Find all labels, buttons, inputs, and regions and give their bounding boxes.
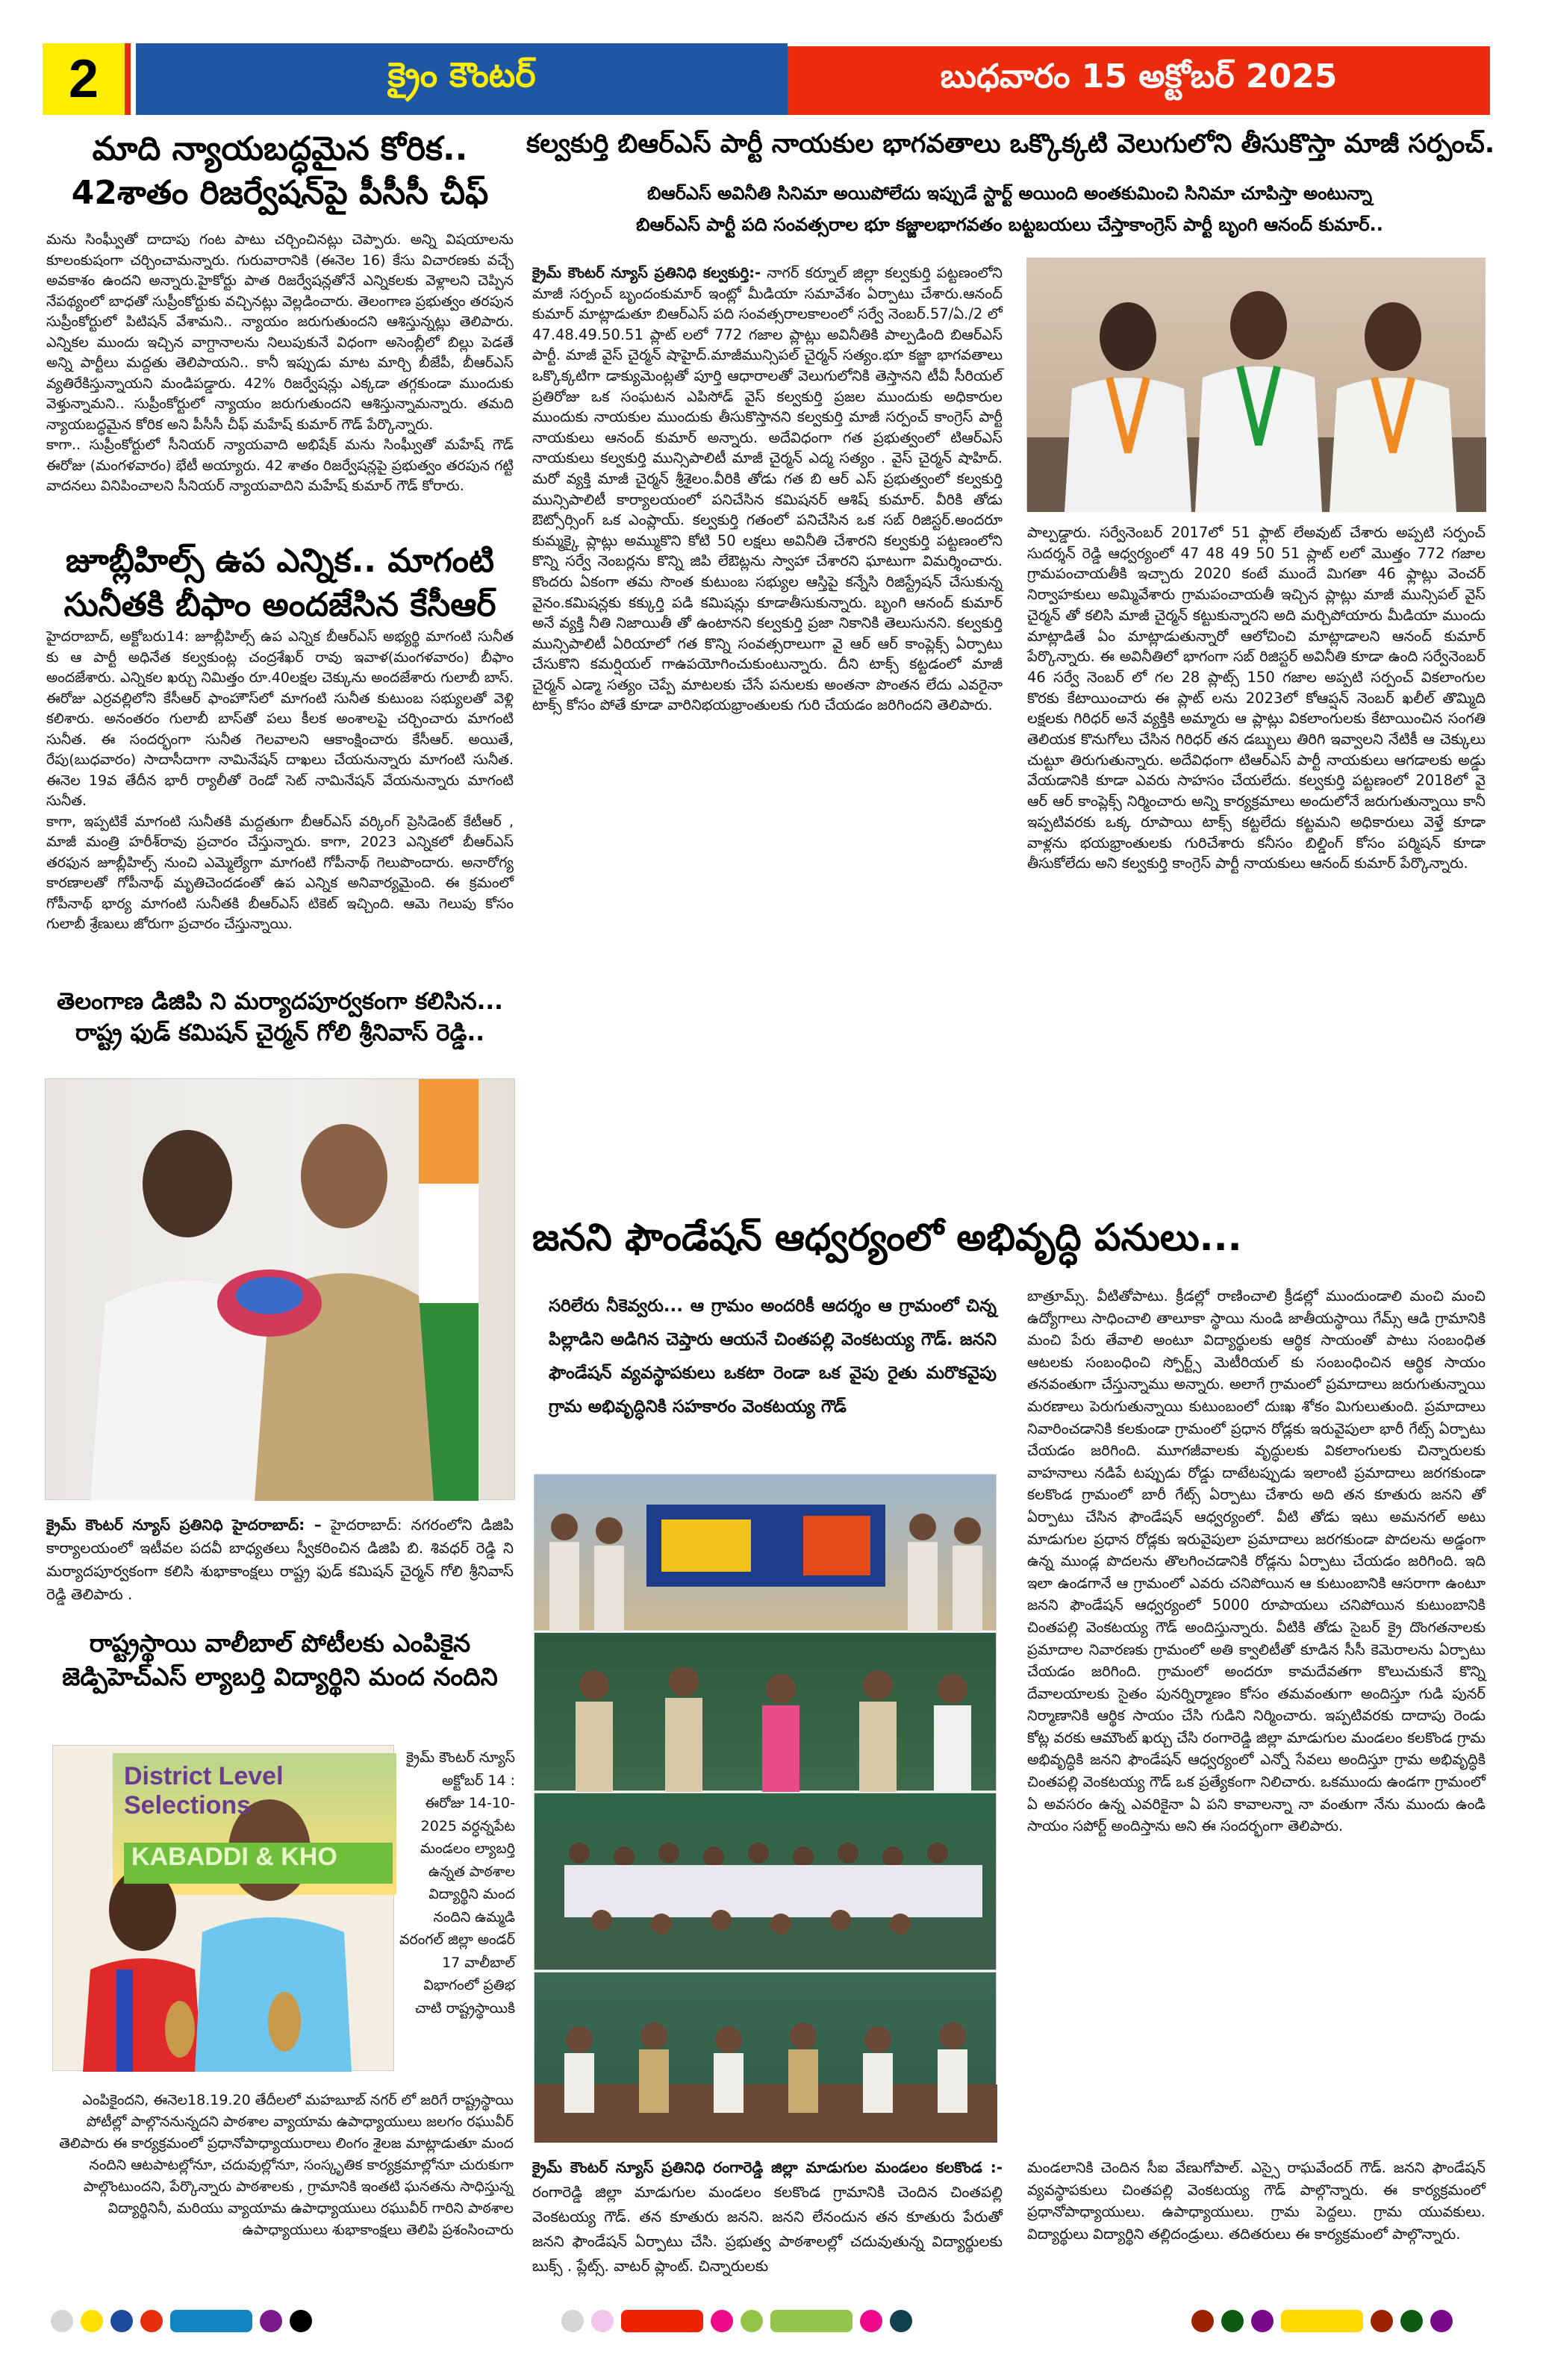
headline-line: రాష్ట్ర ఫుడ్ కమిషన్ చైర్మన్ గోలి శ్రీనివాస్ రెడ్డి.. [75,1019,485,1046]
headline-line: తెలంగాణ డిజిపి ని మర్యాదపూర్వకంగా కలిసిన... [57,988,503,1015]
subhead-line: బిఆర్ఎస్ పార్టీ పది సంవత్సరాల భూ కజ్జాలభాగవతం బట్టబయలు చేస్తాకాంగ్రెస్ పార్టీ బృంగి ఆనంద్ కుమార్.. [636,214,1383,235]
paragraph: కాగా.. సుప్రీంకోర్టులో సీనియర్ న్యాయవాది అభిషేక్ మను సింఘ్వీతో మహేష్ గౌడ్ ఈరోజు (మంగళవారం) భేటీ అయ్యారు. 42 శాతం రిజర్వేషన్లపై ప్రభుత్వం తరపున గట్టి వాదనలు వినిపించాలని సీనియర్ న్యాయవాదిని మహేష్ కుమార్ గౌడ్ కోరారు. [46,437,514,494]
caption-lead: క్రైమ్ కౌంటర్ న్యూస్ ప్రతినిధి హైదరాబాద్: – [46,1516,322,1534]
headline-line: మాది న్యాయబద్ధమైన కోరిక.. [92,130,468,168]
janani-headline: జనని ఫౌండేషన్ ఆధ్వర్యంలో అభివృద్ధి పనులు... [532,1216,1242,1259]
janani-photo-collage [534,1474,997,2142]
story2-headline [45,539,515,628]
people-illustration [46,1079,516,1501]
janani-body: బాత్రూమ్స్. వీటితోపాటు. క్రీడల్లో రాణించాలి క్రీడల్లో ముందుండాలి మంచి మంచి ఉద్యోగాలు సాధించాలి తాలూకా స్థాయి నుండి జాతీయస్థాయి గేమ్స్ ఆడి గ్రామానికి మంచి పేరు తేవాలి అంటూ విద్యార్థులకు ఆర్థిక సాయంతో పాటు సంబంధిత ఆటలకు సంబంధించి స్పోర్ట్స్ మెటీరియల్ కు సంబంధించిన ఆర్థిక సాయం తనవంతుగా చేస్తున్నాము అన్నారు. అలాగే గ్రామంలో ప్రమాదాలు జరుగుతున్నాయి మరణాలు పెరుగుతున్నాయి కుటుంబంలో దుఃఖ శోకం మిగులుతుంది. ప్రమాదాలు నివారించడానికి కలకుండా గ్రామంలో ప్రధాన రోడ్లకు ఇరువైపులా భారీ గేట్స్ ఏర్పాటు చేయడం జరిగింది. మూగజీవాలకు వృద్ధులకు వికలాంగులకు చిన్నారులకు వాహనాలు నడిపే టప్పుడు రోడ్డు దాటేటప్పుడు ఇలాంటి ప్రమాదాలు జరగకుండా కలకొండ గ్రామంలో బారీ గేట్స్ ఏర్పాటు చేశారు అది తన కూతురు జనని తో ఏర్పాటు చేసిన ఫౌండేషన్ ఆధ్వర్యంలో. వీటి తోడు ఇటు అమనగల్ అటు మాడుగుల ప్రధాన రోడ్లకు ఇరువైపులా ప్రమాదాలు జరగకుండా పొదలను అడ్డంగా ఉన్న ముండ్ల పొదలను తొలగించడానికి రోడ్లను ఏర్పాటు చేయడం జరిగింది. ఇది ఇలా ఉండగానే ఆ గ్రామంలో ఎవరు చనిపోయిన ఆ కుటుంబానికి ఆసరాగా ఉంటూ జనని ఫౌండేషన్ ఆధ్వర్యంలో 5000 రూపాయలు చనిపోయిన కుటుంబానికి చింతపల్లి వెంకటయ్య గౌడ్ అందిస్తున్నారు. వీటికి తోడు సైబర్ క్రై దొంగతనాలకు ప్రమాదాల నివారణకు గ్రామంలో అతి క్వాలిటీతో కూడిన సీసీ కెమెరాలను ఏర్పాటు చేయడం జరిగింది. గ్రామంలో అందరూ కామదేవతగా కొలుచుకునే కొన్ని దేవాలయాలకు సైతం పునర్నిర్మాణం కోసం తమవంతుగా అందిస్తూ గుడి పునర్ నిర్మాణానికి ఆర్థిక సాయం చేసి గుడిని నిర్మించారు. ఇప్పటివరకు దాదాపు రెండు కోట్ల వరకు ఆమౌంట్ ఖర్చు చేసి రంగారెడ్డి జిల్లా మాడుగుల మండలం కలకొండ గ్రామ అభివృద్ధికి జనని ఫౌండేషన్ ఆధ్వర్యంలో ఎన్నో సేవలు అందిస్తూ గ్రామ అభివృద్ధికి చింతపల్లి వెంకటయ్య గౌడ్ ఒక ప్రత్యేకంగా నిలిచారు. ఒకముందు ఉండగా గ్రామంలో ఏ అవసరం ఉన్న ఎవరికైనా ఏ పని కావాలన్నా నా వంతుగా నేను ముందు ఉండి సాయం సపోర్ట్ అందిస్తాను అని ఈ సందర్భంగా తెలిపారు. [1027,1287,1486,1835]
masthead-date: బుధవారం 15 అక్టోబర్ 2025 [788,46,1490,115]
janani-intro: సరిలేరు నీకెవ్వరు... ఆ గ్రామం అందరికీ ఆదర్శం ఆ గ్రామంలో చిన్న పిల్లాడిని అడిగిన చెప్తారు ఆయనే చింతపల్లి వెంకటయ్య గౌడ్. జనని ఫౌండేషన్ వ్యవస్థాపకులు ఒకటా రెండా ఒక వైపు రైతు మరొకవైపు గ్రామ అభివృద్ధినికి సహకారం వెంకటయ్య గౌడ్ [549,1296,997,1417]
classroom-photo-3 [534,1972,997,2142]
story4-body: ఎంపికైందని, ఈనెల18.19.20 తేదీలలో మహబూబ్ నగర్ లో జరిగే రాష్ట్రస్థాయి పోటీల్లో పాల్గొననున్నదని పాఠశాల వ్యాయామ ఉపాధ్యాయులు జలగం రఘువీర్ తెలిపారు ఈ కార్యక్రమంలో ప్రధానోపాధ్యాయురాలు లింగం శైలజ మాట్లాడుతూ మంద నందిని ఆటపాటల్లోనూ, చదువుల్లోనూ, సంస్కృతిక కార్యక్రమాల్లోనూ చురుకుగా పాల్గొంటుందని, పేర్కొన్నారు పాఠశాలకు , గ్రామానికి ఇంతటి ఘనతను సాధిస్తున్న విద్యార్థినినీ, మరియు వ్యాయామ ఉపాధ్యాయులు రఘువీర్ గారిని పాఠశాల ఉపాధ్యాయులు శుభాకాంక్షలు తెలిపి ప్రశంసించారు [59,2092,514,2238]
people-illustration [1027,258,1486,512]
masthead-title: క్రైం కౌంటర్ [136,43,788,115]
headline-line: జూబ్లీహిల్స్ ఉప ఎన్నిక.. మాగంటి [66,542,494,580]
top-story-subhead [526,178,1493,240]
banner-text: District Level Selections [124,1762,284,1820]
top-story-headline: కల్వకుర్తి బిఆర్ఎస్ పార్టీ నాయకుల భాగవతాలు ఒక్కొక్కటి వెలుగులోని తీసుకొస్తా మాజీ సర్పంచ్. [526,129,1495,159]
story4-side-text: క్రైమ్ కౌంటర్ న్యూస్ అక్టోబర్ 14 : ఈరోజు 14-10-2025 వర్ధన్నపేట మండలం ల్యాబర్తి ఉన్నత పాఠశాల విద్యార్థిని మంద నందిని ఉమ్మడి వరంగల్ జిల్లా అండర్ 17 వాలీబాల్ విభాగంలో ప్రతిభ చాటి రాష్ట్రస్థాయికి [399,1749,515,2017]
dateline: క్రైమ్ కౌంటర్ న్యూస్ ప్రతినిధి రంగారెడ్డి జిల్లా మాడుగుల మండలం కలకొండ :- [532,2158,1003,2176]
dgp-meeting-photo [45,1078,515,1500]
subhead-line: బిఆర్ఎస్ అవినీతి సినిమా అయిపోలేదు ఇప్పుడే స్టార్ట్ అయింది అంతకుమించి సినిమా చూపిస్తా అంటున్నా [647,183,1372,204]
headline-line: జెడ్పిహెచ్ఎస్ ల్యాబర్తి విద్యార్థిని మంద నందిని [62,1661,498,1691]
volleyball-student-photo [52,1745,394,2071]
headline-line: సునీతకి బీఫాం అందజేసిన కేసీఆర్ [63,586,496,625]
paragraph: నాగర్ కర్నూల్ జిల్లా కల్వకుర్తి పట్టణంలోని మాజీ సర్పంచ్ బృందంకుమార్ ఇంట్లో మీడియా సమావేశం ఏర్పాటు చేశారు.ఆనంద్ కుమార్ మాట్లాడుతూ బిఆర్ఎస్ పది సంవత్సరాలకాలంలో సర్వే నెంబర్.57/ఏ./2 లో 47.48.49.50.51 ప్లాట్ లలో 772 గజాల ప్లాట్లు అవినీతికి పాల్పడింది బిఆర్ఎస్ పార్టీ. మాజీ వైస్ చైర్మన్ షాహైద్.మాజీమున్సిపల్ చైర్మన్ సత్యం.భూ కజ్జా భాగవతాలు ఒక్కొక్కటిగా డాక్యుమెంట్లతో పూర్తి ఆధారాలతో వెలుగులోనికి తెస్తానని టీవీ సీరియల్ ప్రతిరోజు ఒక సంఘటన ఎపిసోడ్ వైస్ కల్వకుర్తి ప్రజల ముందుకు అధికారుల ముందుకు నాయకుల ముందుకు తీసుకొస్తానని కల్వకుర్తి మాజీ సర్పంచ్ కాంగ్రెస్ పార్టీ నాయకులు ఆనంద్ కుమార్ అన్నారు. అదేవిధంగా గత ప్రభుత్వంలో టిఆర్ఎస్ నాయకులు కల్వకుర్తి మున్సిపాలిటీ మాజీ చైర్మన్ ఎద్మ సత్యం . వైస్ చైర్మన్ షాహిద్. మరో వ్యక్తి మాజీ చైర్మన్ శ్రీశైలం.వీరికి తోడు గత బి ఆర్ ఎస్ ప్రభుత్వంలో కల్వకుర్తి మున్సిపాలిటీ కార్యాలయంలో పనిచేసిన కమిషనర్ ఆశిష్ కుమార్. వీరికి తోడు ఔట్సోర్సింగ్ ఒక ఎంప్లాయ్. కల్వకుర్తి గతంలో పనిచేసిన ఒక సబ్ రిజిస్టర్.అందరూ కుమ్మక్కై ప్లాట్లు అమ్ముకొని కోటి 50 లక్షలు అవినీతి చేశారని కల్వకుర్తి పట్టణంలోని కొన్ని సర్వే నెంబర్లను కొన్ని జిపి లేఔట్లను స్వాహా చేశారని ఘాటుగా విమర్శించారు. కొందరు ఏకంగా తమ సొంత కుటుంబ సభ్యుల ఆస్తిపై కన్నేసి రిజిస్ట్రేషన్ చేసుకున్న వైనం.కమిషన్లకు కక్కుర్తి పడి కమిషన్లు కూడాతీసుకున్నారు. బృంగి ఆనంద్ కుమార్ అనే వ్యక్తి నీతి నిజాయితీ తో ఉంటానని కల్వకుర్తి ప్రజా నికానికి తెలుసునని. కల్వకుర్తి మున్సిపాలిటీ ఏరియాలో గత కొన్ని సంవత్సరాలుగా వై ఆర్ ఆర్ కాంప్లెక్స్ ఏర్పాటు చేసుకొని కమర్షియల్ గాఉపయోగించుకుంటున్నారు. దీని టాక్స్ కట్టడంలో మాజీ చైర్మన్ ఎడ్మా సత్యం చెప్పే మాటలకు చేసే పనులకు అంతనా పొంతన లేదు ఎవరైనా టాక్స్ కోసం పోతే కూడా వారినిభయభ్రాంతులకు గురి చేయడం జరిగిందని తెలిపారు. [532,264,1003,714]
banner-text: KABADDI & KHO [124,1843,393,1884]
color-strip-middle [561,2310,912,2332]
paragraph: కాగా, ఇప్పటికే మాగంటి సునీతకి మద్దతుగా బీఆర్ఎస్ వర్కింగ్ ప్రెసిడెంట్ కేటీఆర్ , మాజీ మంత్రి హరీశ్‌రావు ప్రచారం చేస్తున్నారు. కాగా, 2023 ఎన్నికలో బీఆర్ఎస్ తరఫున జూబ్లీహిల్స్ నుంచి ఎమ్మెల్యేగా మాగంటి గోపీనాథ్ గెలుపొందారు. అనారోగ్య కారణాలతో గోపీనాథ్ మృతిచెందడంతో ఉప ఎన్నిక అనివార్యమైంది. ఈ క్రమంలో గోపీనాథ్ భార్య మాగంటి సునీతకి బీఆర్ఎస్ టికెట్ ఇచ్చింది. ఆమె గెలుపు కోసం గులాబీ శ్రేణులు జోరుగా ప్రచారం చేస్తున్నాయి. [46,813,514,932]
classroom-photo-1 [534,1632,997,1791]
story2-body [46,627,514,932]
headline-line: 42శాతం రిజర్వేషన్‌పై పీసీసీ చీఫ్ [71,174,489,213]
headline-line: రాష్ట్రస్థాయి వాలీబాల్ పోటీలకు ఎంపికైన [89,1628,471,1658]
dateline: క్రైమ్ కౌంటర్ న్యూస్ ప్రతినిధి కల్వకుర్తి:- [532,264,761,281]
color-strip-right [1191,2310,1453,2332]
story1-body [46,230,514,525]
story3-headline [45,987,515,1049]
banner-group-photo [534,1474,997,1631]
color-strip-left [51,2310,312,2332]
story1-headline [45,127,515,216]
classroom-photo-2 [534,1793,997,1970]
caption-text: రంగారెడ్డి జిల్లా మాడుగుల మండలం కలకొండ గ్రామానికి చెందిన చింతపల్లి వెంకటయ్య గౌడ్. తన కూతురు జనని. జనని లేనందున తన కూతురు పేరుతో జనని ఫౌండేషన్ ఏర్పాటు చేసి. ప్రభుత్వ పాఠశాలల్లో చదువుతున్న విద్యార్థులకు బుక్స్ . ప్లేట్స్. వాటర్ ప్లాంట్. చిన్నారులకు [532,2183,1003,2275]
press-meet-photo [1026,257,1486,511]
top-story-body [532,263,1003,1205]
paragraph: మను సింఘ్వీతో దాదాపు గంట పాటు చర్చించినట్లు చెప్పారు. అన్ని విషయాలను కూలంకుషంగా చర్చించామన్నారు. గురువారానికి (ఈనెల 16) కేసు విచారణకు వచ్చే అవకాశం ఉందని అన్నారు.హైకోర్టు పాత రిజర్వేషన్లతోనే ఎన్నికలకు వెళ్లాలని చెప్పిన నేపథ్యంలో బాధతో సుప్రీంకోర్టుకు వచ్చినట్లు వెల్లడించారు. తెలంగాణ ప్రభుత్వం తరపున సుప్రీంకోర్టులో పిటిషన్ వేశామని.. న్యాయం జరుగుతుందని ఆశిస్తున్నట్లు తెలిపారు. ఎన్నికల ముందు ఇచ్చిన వాగ్దానాలను నిలుపుకునే విధంగా అసెంబ్లీలో బిల్లు పెడతే అన్ని పార్టీలు మద్దతు తెలిపాయని.. కానీ ఇప్పుడు మాట మార్చి బీజేపీ, బీఆర్ఎస్ వ్యతిరేకిస్తున్నాయని మండిపడ్డారు. 42% రిజర్వేషన్లు ఎక్కడా తగ్గకుండా ముందుకు వెళ్తున్నామని.. సుప్రీంకోర్టులో న్యాయం జరుగుతుందని ఆశిస్తున్నామన్నారు. తమది న్యాయబద్ధమైన కోరిక అని పీసీసీ చీఫ్ మహేష్ కుమార్ గౌడ్ పేర్కొన్నారు. [46,231,514,433]
page-number: 2 [43,43,131,115]
caption-text: హైదరాబాద్: నగరంలోని డిజిపి కార్యాలయంలో ఇటీవల పదవీ బాధ్యతలు స్వీకరించిన డిజిపి బి. శివధర్ రెడ్డి ని మర్యాదపూర్వకంగా కలిసి శుభాకాంక్షలు రాష్ట్ర ఫుడ్ కమిషన్ చైర్మన్ గోలి శ్రీనివాస్ రెడ్డి తెలిపారు . [46,1516,514,1603]
top-story-body-continued: పాల్పడ్డారు. సర్వేనెంబర్ 2017లో 51 ఫ్లాట్ లేఅవుట్ చేశారు అప్పటి సర్పంచ్ సుదర్శన్ రెడ్డి ఆధ్వర్యంలో 47 48 49 50 51 ప్లాట్ లలో మొత్తం 772 గజాల గ్రామపంచాయతీకి ఇచ్చారు 2020 కంటే ముందే మిగతా 46 ఫ్లాట్లు వెంచర్ నిర్వాహకులు అమ్మివేశారు గ్రామపంచాయతీ ఇచ్చిన ప్లాట్లు మాజీ మున్సిపల్ వైస్ చైర్మన్ తో కలిసి మాజీ చైర్మన్ కట్టుకున్నారని అది మర్చిపోయారు మీడియా ముందు మాట్లాడితే ఏం మాట్లాడుతున్నారో ఆలోచించి మాట్లాడాలని ఆనంద్ కుమార్ పేర్కొన్నారు. ఈ అవినీతిలో భాగంగా సబ్ రిజిస్టర్ అవినీతి కూడా ఉంది సర్వేనెంబర్ 46 సర్వే నెంబర్ లో గల 28 ప్లాట్స్ 150 గజాల అప్పటి సర్పంచ్ వికలాంగుల కొరకు కేటాయించారు ఈ ప్లాట్ లను 2023లో కోఆప్షన్ నెంబర్ ఖలీల్ తొమ్మిది లక్షలకు గిరిధర్ అనే వ్యక్తికి అమ్మారు ఆ ప్లాట్లు వికలాంగులకు కేటాయించిన సంగతి తెలియక కొనుగోలు చేసిన గిరిధర్ తన డబ్బులు తిరిగి ఇవ్వాలని నేటికీ ఆ చెక్కులు చుట్టూ తిరుగుతున్నారు. అదేవిధంగా టిఆర్ఎస్ పార్టీ నాయకులు ఆగడాలకు అడ్డు వేయడానికి కూడా ఎవరు సాహసం చేయలేదు. కల్వకుర్తి పట్టణంలో 2018లో వై ఆర్ ఆర్ కాంప్లెక్స్ నిర్మించారు అన్ని కార్యక్రమాలు అందులోనే జరుగుతున్నాయి కానీ ఇప్పటివరకు ఒక్క రూపాయి టాక్స్ కట్టలేదు కట్టమని అధికారులు వెళ్తే కూడా వాళ్లను భయభ్రాంతులకు గురిచేశారు కనీసం బిల్డింగ్ కోసం పర్మిషన్ కూడా తీసుకోలేదు అని కల్వకుర్తి కాంగ్రెస్ పార్టీ నాయకులు ఆనంద్ కుమార్ పేర్కొన్నారు. [1027,524,1486,872]
paragraph: హైదరాబాద్, అక్టోబరు14: జూబ్లీహిల్స్ ఉప ఎన్నిక బీఆర్ఎస్ అభ్యర్థి మాగంటి సునీత కు ఆ పార్టీ అధినేత కల్వకుంట్ల చంద్రశేఖర్ రావు ఇవాళ(మంగళవారం) బీఫాం అందజేశారు. ఎన్నికల ఖర్చు నిమిత్తం రూ.40లక్షల చెక్కును అందజేశారు గులాబీ బాస్. ఈరోజు ఎర్రవల్లిలోని కేసీఆర్ ఫాంహౌస్‌లో మాగంటి సునీత కుటుంబ సభ్యులతో వెళ్లి కలిశారు. అనంతరం గులాబీ బాస్‌తో పలు కీలక అంశాలపై చర్చించారు మాగంటి సునీత. ఈ సందర్భంగా సునీత గెలవాలని ఆకాంక్షించారు కేసీఆర్. అయితే, రేపు(బుధవారం) సాదాసీదాగా నామినేషన్ దాఖలు చేయనున్నారు మాగంటి సునీత. ఈనెల 19వ తేదీన భారీ ర్యాలీతో రెండో సెట్ నామినేషన్ వేయనున్నారు మాగంటి సునీత. [46,628,514,809]
janani-caption [532,2155,1003,2282]
story4-headline [45,1627,515,1693]
janani-body-end: మండలానికి చెందిన సీఐ వేణుగోపాల్. ఎస్సై రాఘవేందర్ గౌడ్. జనని ఫౌండేషన్ వ్యవస్థాపకులు చింతపల్లి వెంకటయ్య గౌడ్ పాల్గొన్నారు. ఈ కార్యక్రమంలో ప్రధానోపాధ్యాయులు. ఉపాధ్యాయులు. గ్రామ పెద్దలు. గ్రామ యువకులు. విద్యార్థులు విద్యార్థిని తల్లిదండ్రులు. తదితరులు ఈ కార్యక్రమంలో పాల్గొన్నారు. [1027,2159,1486,2243]
story3-caption [46,1514,514,1618]
